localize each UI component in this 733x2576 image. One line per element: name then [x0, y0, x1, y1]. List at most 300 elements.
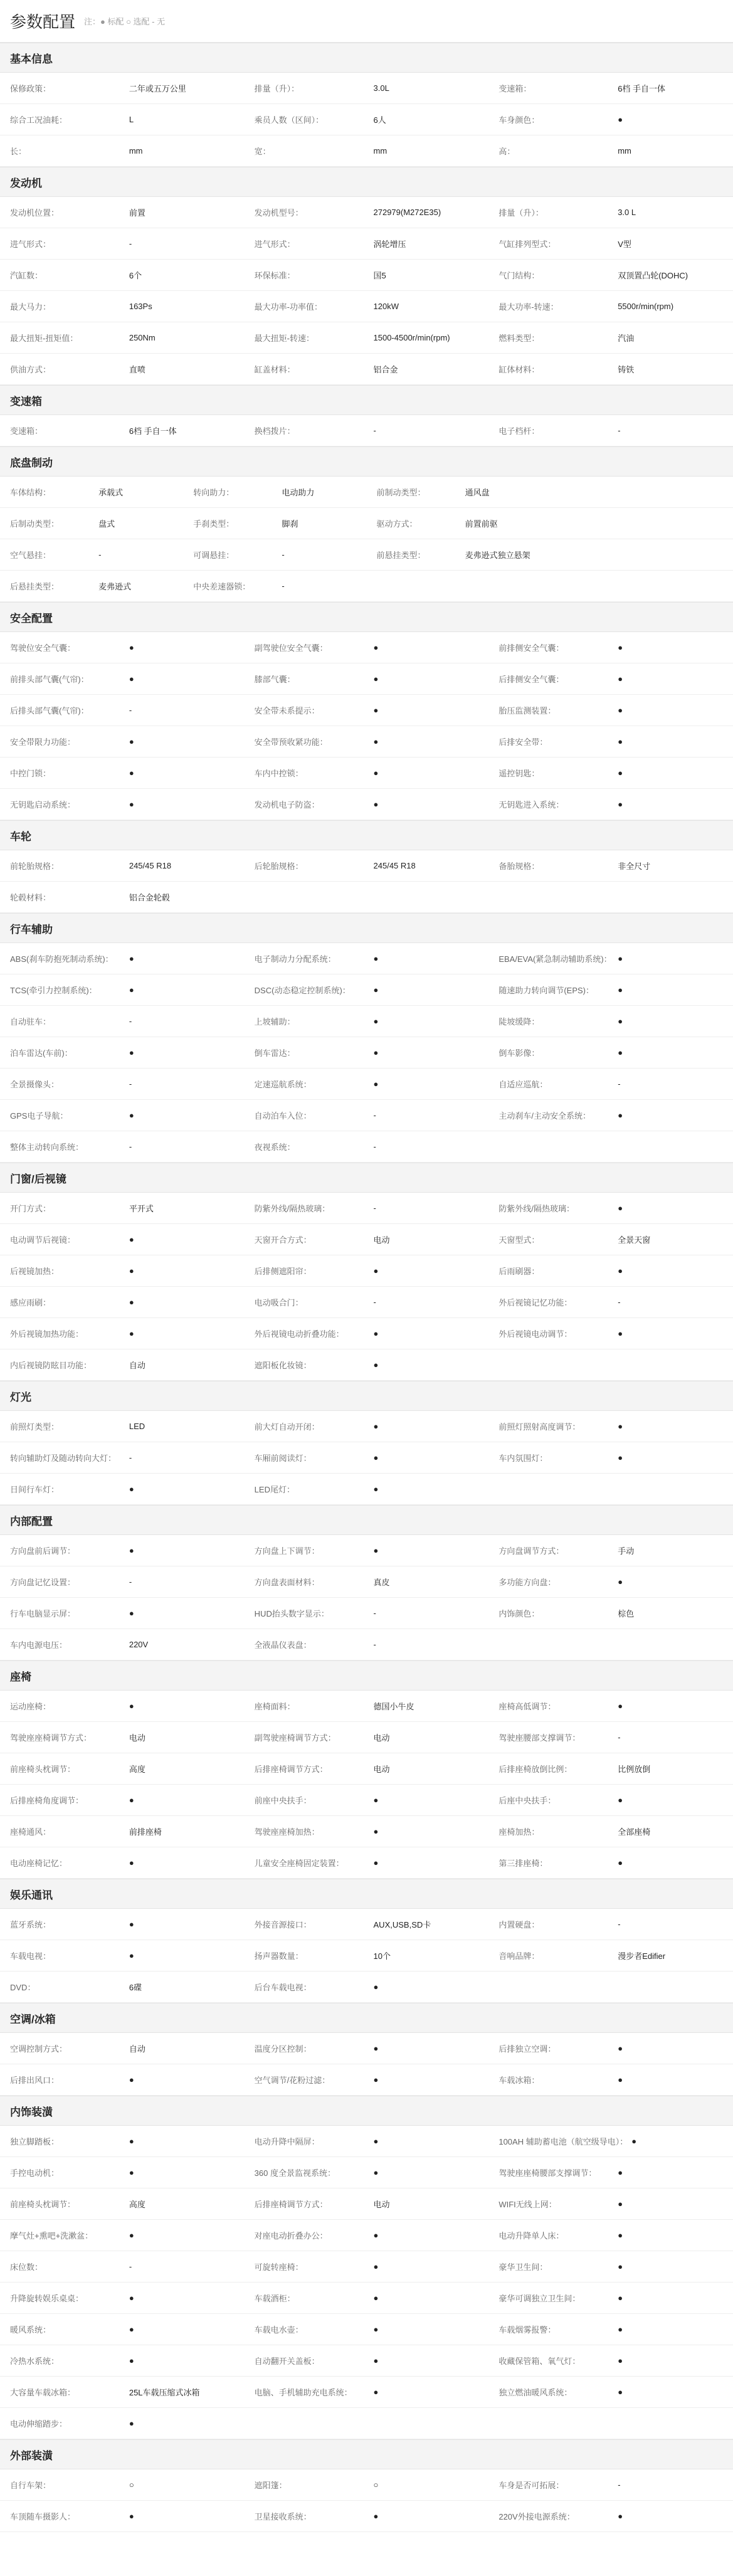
spec-section: [0, 385, 733, 446]
spec-value: ●: [373, 2044, 379, 2053]
spec-value: 245/45 R18: [129, 861, 172, 870]
spec-label: 发动机型号：: [254, 208, 303, 218]
spec-value: ●: [373, 2230, 379, 2240]
spec-value: -: [618, 1297, 621, 1307]
spec-label: 夜视系统：: [254, 1143, 295, 1152]
spec-label: 独立燃油暖风系统：: [498, 2388, 572, 2397]
spec-label: TCS(牵引力控制系统)：: [10, 986, 97, 995]
spec-label: 电子档杆：: [498, 426, 540, 436]
spec-cell: [245, 1816, 489, 1847]
section-title: 底盘制动: [0, 446, 733, 477]
spec-cell: [0, 1318, 245, 1349]
spec-row: [0, 789, 733, 820]
spec-row: [0, 322, 733, 354]
spec-label: 前制动类型：: [376, 488, 426, 497]
spec-row: [0, 2345, 733, 2377]
spec-label: 驾驶座座椅加热：: [254, 1827, 320, 1837]
spec-cell: [488, 663, 733, 694]
spec-label: 温度分区控制：: [254, 2044, 312, 2054]
spec-cell: [0, 2501, 245, 2531]
spec-section: [0, 43, 733, 167]
spec-label: 后排座椅调节方式：: [254, 1765, 328, 1774]
spec-value: ●: [129, 1111, 134, 1120]
spec-value: 高度: [129, 1765, 145, 1774]
spec-cell: [0, 1255, 245, 1286]
spec-cell: [245, 73, 489, 103]
spec-cell: [0, 1006, 245, 1037]
spec-value: ●: [618, 643, 623, 652]
spec-value: ●: [129, 2136, 134, 2146]
spec-value: 平开式: [129, 1204, 154, 1213]
spec-cell: [0, 1287, 245, 1317]
section-title: 基本信息: [0, 43, 733, 73]
spec-value: ●: [373, 1858, 379, 1867]
spec-cell: [0, 1691, 245, 1721]
spec-value: ●: [129, 2230, 134, 2240]
spec-cell: [488, 1193, 733, 1223]
spec-value: -: [618, 426, 621, 435]
spec-label: 变速箱：: [10, 426, 43, 436]
spec-value: -: [98, 550, 102, 559]
spec-row: [0, 726, 733, 757]
section-title: 娱乐通讯: [0, 1879, 733, 1909]
spec-cell: [245, 1753, 489, 1784]
spec-cell: [488, 1598, 733, 1628]
spec-cell: [488, 2033, 733, 2064]
spec-label: 安全带限力功能：: [10, 737, 76, 747]
spec-label: 驾驶位安全气囊：: [10, 643, 76, 653]
spec-cell: [488, 1972, 733, 2002]
spec-label: 内后视镜防眩目功能：: [10, 1361, 92, 1370]
spec-value: 非全尺寸: [618, 862, 651, 871]
spec-value: ○: [129, 2480, 134, 2489]
spec-cell: [245, 850, 489, 881]
spec-row: [0, 1909, 733, 1940]
spec-value: -: [129, 705, 132, 715]
spec-label: 膝部气囊：: [254, 675, 295, 684]
spec-label: 长：: [10, 147, 27, 156]
section-title: 灯光: [0, 1381, 733, 1411]
spec-label: 最大功率-功率值：: [254, 302, 323, 312]
spec-section: [0, 2096, 733, 2439]
spec-label: 电脑、手机辅助充电系统：: [254, 2388, 352, 2397]
spec-label: 手刹类型：: [193, 519, 235, 529]
spec-value: ●: [129, 2325, 134, 2334]
spec-cell: [488, 1753, 733, 1784]
spec-cell: [488, 2377, 733, 2407]
spec-label: 自行车架：: [10, 2481, 51, 2490]
spec-value: 245/45 R18: [373, 861, 416, 870]
spec-cell: [245, 1598, 489, 1628]
spec-cell: [0, 1069, 245, 1099]
spec-cell: [0, 2345, 245, 2376]
spec-row: [0, 197, 733, 228]
spec-cell: [0, 974, 245, 1005]
spec-section: [0, 1381, 733, 1505]
spec-row: [0, 135, 733, 167]
spec-label: 扬声器数量：: [254, 1951, 303, 1961]
spec-row: [0, 1598, 733, 1629]
spec-label: 后悬挂类型：: [10, 582, 60, 591]
spec-label: 最大扭矩-扭矩值：: [10, 334, 78, 343]
spec-cell: [488, 2064, 733, 2095]
spec-value: -: [282, 581, 285, 591]
spec-label: 可调悬挂：: [193, 551, 235, 560]
spec-section: [0, 1879, 733, 2003]
spec-label: 驾驶座座椅腰部支撑调节：: [498, 2168, 597, 2178]
spec-value: ●: [373, 1453, 379, 1462]
spec-label: 空气调节/花粉过滤：: [254, 2076, 330, 2085]
spec-row: [0, 850, 733, 882]
spec-value: ●: [129, 674, 134, 684]
spec-label: 空调控制方式：: [10, 2044, 68, 2054]
spec-row: [0, 1287, 733, 1318]
spec-cell: [0, 2064, 245, 2095]
spec-cell: [245, 2157, 489, 2188]
spec-section: [0, 167, 733, 385]
spec-section: [0, 1505, 733, 1660]
spec-label: 车载电水壶：: [254, 2325, 303, 2335]
spec-value: ●: [373, 2075, 379, 2084]
spec-label: 外后视镜记忆功能：: [498, 1298, 572, 1307]
spec-row: [0, 695, 733, 726]
legend-note: 注：● 标配 ○ 选配 - 无: [84, 17, 166, 26]
spec-row: [0, 2408, 733, 2439]
spec-label: 前排侧安全气囊：: [498, 643, 564, 653]
spec-label: 电动座椅记忆：: [10, 1859, 68, 1868]
spec-cell: [488, 2283, 733, 2313]
spec-label: 供油方式：: [10, 365, 51, 374]
spec-cell: [488, 228, 733, 259]
spec-cell: [0, 882, 245, 912]
spec-row: [0, 1100, 733, 1131]
spec-label: 轮毂材料：: [10, 893, 51, 902]
spec-row: [0, 2377, 733, 2408]
spec-label: 副驾驶座椅调节方式：: [254, 1733, 336, 1743]
spec-value: 250Nm: [129, 333, 156, 342]
spec-value: -: [373, 1608, 376, 1618]
spec-cell: [0, 322, 245, 353]
spec-cell: [245, 1629, 489, 1660]
spec-cell: [488, 1566, 733, 1597]
spec-cell: [550, 571, 733, 601]
spec-value: ●: [129, 2075, 134, 2084]
spec-label: 发动机电子防盗：: [254, 800, 320, 810]
spec-cell: [245, 2251, 489, 2282]
spec-row: [0, 1847, 733, 1879]
spec-value: 25L车载压缩式冰箱: [129, 2388, 200, 2397]
spec-cell: [245, 1442, 489, 1473]
spec-cell: [488, 695, 733, 726]
spec-section: [0, 2003, 733, 2096]
spec-value: -: [618, 1079, 621, 1089]
spec-label: 驱动方式：: [376, 519, 418, 529]
spec-row: [0, 477, 733, 508]
spec-row: [0, 1037, 733, 1069]
spec-value: ●: [618, 985, 623, 995]
spec-row: [0, 1566, 733, 1598]
spec-label: 车内氛围灯：: [498, 1454, 548, 1463]
spec-cell: [488, 2408, 733, 2439]
spec-cell: [488, 2220, 733, 2251]
spec-row: [0, 1224, 733, 1255]
spec-label: 220V外接电源系统：: [498, 2512, 575, 2521]
spec-section: [0, 820, 733, 913]
spec-value: ●: [129, 2356, 134, 2365]
spec-value: 铸铁: [618, 365, 635, 374]
spec-value: 汽油: [618, 334, 635, 343]
spec-label: 无钥匙启动系统：: [10, 800, 76, 810]
spec-value: 直喷: [129, 365, 145, 374]
spec-label: 车载冰箱：: [498, 2076, 540, 2085]
spec-cell: [245, 1722, 489, 1753]
spec-cell: [245, 1972, 489, 2002]
spec-cell: [245, 2064, 489, 2095]
spec-value: -: [373, 1203, 376, 1213]
spec-cell: [488, 1940, 733, 1971]
spec-label: 后排出风口：: [10, 2076, 60, 2085]
spec-cell: [245, 2501, 489, 2531]
spec-label: 自适应巡航：: [498, 1080, 548, 1089]
spec-row: [0, 1722, 733, 1753]
spec-label: 电动伸缩踏步：: [10, 2419, 68, 2429]
spec-label: 车身是否可拓展：: [498, 2481, 564, 2490]
spec-cell: [550, 477, 733, 507]
spec-value: ●: [618, 954, 623, 963]
spec-cell: [245, 632, 489, 663]
spec-label: 后排安全带：: [498, 737, 548, 747]
spec-value: ●: [129, 2511, 134, 2521]
spec-value: ●: [373, 643, 379, 652]
spec-value: ●: [129, 737, 134, 746]
spec-value: ●: [129, 1266, 134, 1275]
spec-value: ●: [373, 2356, 379, 2365]
spec-value: ●: [373, 1546, 379, 1555]
spec-value: mm: [129, 146, 143, 156]
spec-cell: [0, 1816, 245, 1847]
spec-row: [0, 1349, 733, 1381]
spec-cell: [245, 1535, 489, 1566]
spec-value: ●: [618, 2262, 623, 2271]
spec-label: 后排侧遮阳帘：: [254, 1267, 312, 1276]
spec-label: 前悬挂类型：: [376, 551, 426, 560]
spec-value: 漫步者Edifier: [618, 1951, 666, 1961]
spec-cell: [0, 2157, 245, 2188]
spec-value: ●: [129, 800, 134, 809]
spec-value: ●: [373, 800, 379, 809]
spec-cell: [0, 1442, 245, 1473]
spec-row: [0, 1629, 733, 1660]
spec-label: 后排座椅放倒比例：: [498, 1765, 572, 1774]
spec-label: DSC(动态稳定控制系统)：: [254, 986, 351, 995]
spec-label: 车厢前阅读灯：: [254, 1454, 312, 1463]
spec-value: 自动: [129, 2044, 145, 2054]
spec-cell: [488, 2314, 733, 2345]
spec-label: 100AH 辅助蓄电池（航空级导电）：: [498, 2137, 628, 2146]
spec-value: 163Ps: [129, 302, 152, 311]
spec-label: 车顶随车摄影人：: [10, 2512, 76, 2521]
spec-label: 车载酒柜：: [254, 2294, 295, 2303]
spec-label: 定速巡航系统：: [254, 1080, 312, 1089]
spec-cell: [488, 632, 733, 663]
spec-row: [0, 228, 733, 260]
section-title: 内饰装潢: [0, 2096, 733, 2126]
spec-label: 车体结构：: [10, 488, 51, 497]
section-title: 空调/冰箱: [0, 2003, 733, 2033]
spec-label: 日间行车灯：: [10, 1485, 60, 1494]
spec-cell: [0, 1753, 245, 1784]
spec-cell: [0, 2033, 245, 2064]
spec-cell: [245, 1069, 489, 1099]
spec-row: [0, 2157, 733, 2188]
spec-cell: [0, 1349, 245, 1380]
spec-cell: [245, 2314, 489, 2345]
spec-cell: [0, 1411, 245, 1442]
spec-row: [0, 2501, 733, 2532]
spec-value: -: [282, 550, 285, 559]
spec-value: ●: [618, 1858, 623, 1867]
spec-cell: [0, 571, 183, 601]
spec-label: 泊车雷达(车前)：: [10, 1048, 73, 1058]
spec-cell: [245, 757, 489, 788]
spec-cell: [0, 2188, 245, 2219]
spec-cell: [0, 632, 245, 663]
spec-cell: [0, 1566, 245, 1597]
spec-value: 高度: [129, 2200, 145, 2209]
spec-value: ●: [373, 985, 379, 995]
spec-value: 220V: [129, 1640, 149, 1649]
spec-value: ●: [618, 705, 623, 715]
spec-label: 车载电视：: [10, 1951, 51, 1961]
spec-label: 最大马力：: [10, 302, 51, 312]
spec-label: 前照灯照射高度调节：: [498, 1422, 581, 1432]
spec-label: 最大扭矩-转速：: [254, 334, 315, 343]
spec-label: 开门方式：: [10, 1204, 51, 1213]
spec-section: [0, 2439, 733, 2532]
spec-cell: [488, 850, 733, 881]
spec-cell: [0, 354, 245, 384]
spec-label: 排量（升）：: [498, 208, 544, 218]
spec-cell: [0, 1474, 245, 1504]
spec-label: 冷热水系统：: [10, 2357, 60, 2366]
spec-value: ○: [373, 2480, 379, 2489]
spec-value: 6档 手自一体: [129, 426, 177, 436]
spec-value: -: [129, 1142, 132, 1151]
spec-value: ●: [129, 1919, 134, 1929]
spec-cell: [0, 1940, 245, 1971]
spec-row: [0, 1069, 733, 1100]
spec-label: 床位数：: [10, 2262, 43, 2272]
section-title: 行车辅助: [0, 913, 733, 943]
spec-value: 麦弗逊式: [98, 582, 132, 591]
spec-label: 自动驻车：: [10, 1017, 51, 1027]
spec-cell: [367, 477, 550, 507]
spec-value: 3.0 L: [618, 208, 636, 217]
spec-value: 通风盘: [465, 488, 490, 497]
spec-cell: [245, 1785, 489, 1815]
spec-value: ●: [373, 2511, 379, 2521]
spec-section: [0, 602, 733, 820]
spec-cell: [245, 260, 489, 290]
spec-cell: [488, 1722, 733, 1753]
spec-cell: [488, 1785, 733, 1815]
spec-cell: [488, 1006, 733, 1037]
spec-label: 可旋转座椅：: [254, 2262, 303, 2272]
spec-label: 方向盘前后调节：: [10, 1546, 76, 1556]
spec-row: [0, 2188, 733, 2220]
spec-cell: [488, 135, 733, 166]
spec-cell: [0, 850, 245, 881]
spec-cell: [488, 73, 733, 103]
spec-row: [0, 1318, 733, 1349]
spec-row: [0, 2251, 733, 2283]
spec-value: mm: [373, 146, 388, 156]
spec-value: 电动: [373, 2200, 390, 2209]
spec-label: 方向盘记忆设置：: [10, 1578, 76, 1587]
spec-value: ●: [129, 1329, 134, 1338]
spec-row: [0, 354, 733, 385]
spec-value: -: [373, 1640, 376, 1649]
spec-cell: [488, 1442, 733, 1473]
spec-cell: [245, 974, 489, 1005]
spec-label: 后排头部气囊(气帘)：: [10, 706, 89, 715]
spec-cell: [488, 726, 733, 757]
spec-cell: [245, 726, 489, 757]
spec-value: 双顶置凸轮(DOHC): [618, 271, 688, 280]
spec-label: 驾驶座腰部支撑调节：: [498, 1733, 581, 1743]
spec-value: 承载式: [98, 488, 124, 497]
spec-cell: [245, 695, 489, 726]
spec-label: 卫星接收系统：: [254, 2512, 312, 2521]
spec-cell: [245, 1411, 489, 1442]
spec-cell: [488, 415, 733, 446]
spec-section: [0, 1163, 733, 1381]
page-header: [0, 0, 733, 43]
spec-row: [0, 1131, 733, 1163]
spec-label: 自动泊车入位：: [254, 1111, 312, 1121]
spec-label: 后台车载电视：: [254, 1983, 312, 1992]
spec-value: ●: [129, 954, 134, 963]
spec-value: -: [618, 2480, 621, 2489]
spec-row: [0, 260, 733, 291]
spec-value: 前排座椅: [129, 1827, 162, 1837]
spec-value: -: [129, 1079, 132, 1089]
spec-cell: [367, 539, 550, 570]
spec-value: ●: [618, 1795, 623, 1805]
spec-cell: [0, 2314, 245, 2345]
spec-sections: [0, 43, 733, 2532]
spec-row: [0, 1442, 733, 1474]
spec-label: 方向盘调节方式：: [498, 1546, 564, 1556]
spec-label: 前轮胎规格：: [10, 862, 60, 871]
spec-cell: [488, 1691, 733, 1721]
spec-cell: [488, 2501, 733, 2531]
spec-cell: [245, 2283, 489, 2313]
spec-label: 座椅高低调节：: [498, 1702, 556, 1711]
spec-cell: [245, 2408, 489, 2439]
spec-value: ●: [129, 1951, 134, 1960]
spec-cell: [550, 539, 733, 570]
spec-cell: [0, 508, 183, 539]
spec-value: 盘式: [98, 519, 115, 529]
spec-value: ●: [618, 2325, 623, 2334]
spec-label: LED尾灯：: [254, 1485, 295, 1494]
spec-label: 后视镜加热：: [10, 1267, 60, 1276]
spec-cell: [0, 291, 245, 322]
spec-cell: [245, 663, 489, 694]
spec-row: [0, 1816, 733, 1847]
spec-value: ●: [373, 2293, 379, 2303]
